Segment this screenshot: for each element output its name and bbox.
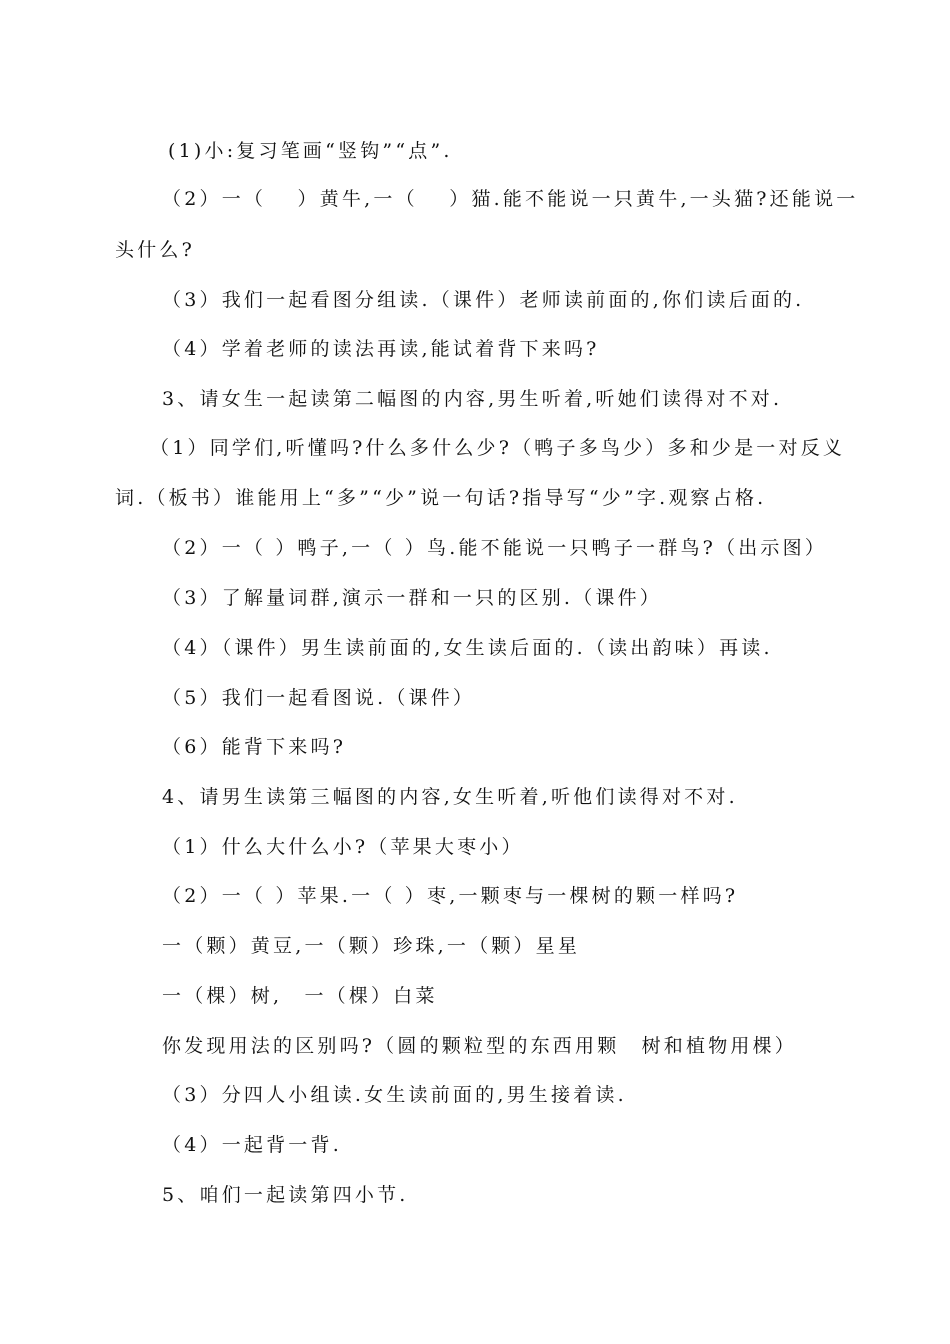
text-line-boys-girls-read: （4）（课件）男生读前面的,女生读后面的.（读出韵味）再读. [162,637,773,659]
text-line-antonyms: （1）同学们,听懂吗?什么多什么少?（鸭子多鸟少）多和少是一对反义 [150,437,846,459]
text-line-section-4: 4、请男生读第三幅图的内容,女生听着,听他们读得对不对. [162,786,738,808]
text-line-continuation-head: 头什么? [115,239,195,261]
text-line-section-3: 3、请女生一起读第二幅图的内容,男生听着,听她们读得对不对. [162,388,783,410]
text-line-measure-words-cattle: （2）一（ ）黄牛,一（ ）猫.能不能说一只黄牛,一头猫?还能说一 [162,188,859,210]
text-line-section-5: 5、咱们一起读第四小节. [162,1184,409,1206]
text-line-group-of-four: （3）分四人小组读.女生读前面的,男生接着读. [162,1084,627,1106]
text-line-difference: 你发现用法的区别吗?（圆的颗粒型的东西用颗 树和植物用棵） [162,1035,797,1057]
text-line-ke-grain: 一（颗）黄豆,一（颗）珍珠,一（颗）星星 [162,935,581,957]
text-line-recite: （4）学着老师的读法再读,能试着背下来吗? [162,338,600,360]
text-line-blackboard: 词.（板书）谁能用上“多”“少”说一句话?指导写“少”字.观察占格. [115,487,767,509]
text-line-picture-talk: （5）我们一起看图说.（课件） [162,687,476,709]
text-line-measure-word-group: （3）了解量词群,演示一群和一只的区别.（课件） [162,587,662,609]
text-line-apple-date: （2）一（ ）苹果.一（ ）枣,一颗枣与一棵树的颗一样吗? [162,885,739,907]
text-line-recite-question: （6）能背下来吗? [162,736,347,758]
text-line-review-strokes: (1)小:复习笔画“竖钩”“点”. [168,140,453,162]
text-line-ke-tree: 一（棵）树, 一（棵）白菜 [162,985,438,1007]
text-line-big-small: （1）什么大什么小?（苹果大枣小） [162,836,524,858]
text-line-group-reading: （3）我们一起看图分组读.（课件）老师读前面的,你们读后面的. [162,289,805,311]
text-line-recite-together: （4）一起背一背. [162,1134,342,1156]
text-line-ducks-birds: （2）一（ ）鸭子,一（ ）鸟.能不能说一只鸭子一群鸟?（出示图） [162,537,828,559]
